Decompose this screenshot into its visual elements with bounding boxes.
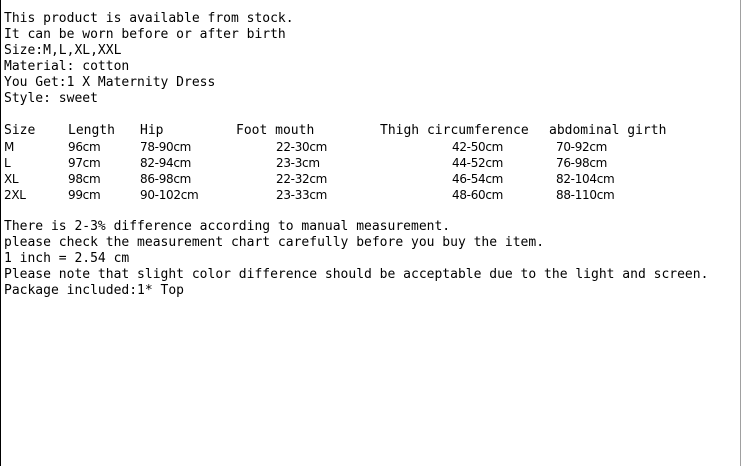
header-size: Size <box>4 123 36 138</box>
cell-length: 96cm <box>68 140 101 154</box>
table-row <box>4 171 740 187</box>
intro-line-material: Material: cotton <box>4 59 130 74</box>
cell-foot-mouth: 23-33cm <box>276 188 328 202</box>
header-length: Length <box>68 123 115 138</box>
table-row <box>4 155 740 171</box>
header-hip: Hip <box>140 123 164 138</box>
spacer <box>4 107 740 123</box>
cell-abdominal: 76-98cm <box>556 156 608 170</box>
cell-foot-mouth: 22-32cm <box>276 172 328 186</box>
intro-line-contents: You Get:1 X Maternity Dress <box>4 75 216 90</box>
cell-abdominal: 82-104cm <box>556 172 615 186</box>
cell-thigh: 44-52cm <box>452 156 504 170</box>
cell-hip: 82-94cm <box>140 156 192 170</box>
note-check-chart: please check the measurement chart carefully before you buy the item. <box>4 235 545 250</box>
spacer <box>4 203 740 219</box>
cell-thigh: 42-50cm <box>452 140 504 154</box>
cell-foot-mouth: 22-30cm <box>276 140 328 154</box>
cell-abdominal: 88-110cm <box>556 188 615 202</box>
intro-line-sizes: Size:M,L,XL,XXL <box>4 43 122 58</box>
size-table-header <box>4 123 740 139</box>
cell-hip: 86-98cm <box>140 172 192 186</box>
note-package-included: Package included:1* Top <box>4 283 185 298</box>
cell-foot-mouth: 23-3cm <box>276 156 320 170</box>
cell-size: L <box>4 156 11 170</box>
note-inch-conversion: 1 inch = 2.54 cm <box>4 251 130 266</box>
cell-size: 2XL <box>4 188 26 202</box>
cell-length: 99cm <box>68 188 101 202</box>
intro-line-stock: This product is available from stock. <box>4 11 294 26</box>
table-row <box>4 139 740 155</box>
header-abdominal-girth: abdominal girth <box>549 123 667 138</box>
cell-hip: 78-90cm <box>140 140 192 154</box>
cell-size: XL <box>4 172 19 186</box>
table-row <box>4 187 740 203</box>
intro-line-style: Style: sweet <box>4 91 98 106</box>
header-thigh-circumference: Thigh circumference <box>380 123 529 138</box>
note-measurement-difference: There is 2-3% difference according to manual measurement. <box>4 219 451 234</box>
cell-thigh: 46-54cm <box>452 172 504 186</box>
cell-length: 98cm <box>68 172 101 186</box>
cell-thigh: 48-60cm <box>452 188 504 202</box>
header-foot-mouth: Foot mouth <box>236 123 315 138</box>
cell-abdominal: 70-92cm <box>556 140 608 154</box>
note-color-difference: Please note that slight color difference should be acceptable due to the light and screen. <box>4 267 709 282</box>
cell-length: 97cm <box>68 156 101 170</box>
cell-hip: 90-102cm <box>140 188 199 202</box>
cell-size: M <box>4 140 15 154</box>
intro-line-wear: It can be worn before or after birth <box>4 27 286 42</box>
